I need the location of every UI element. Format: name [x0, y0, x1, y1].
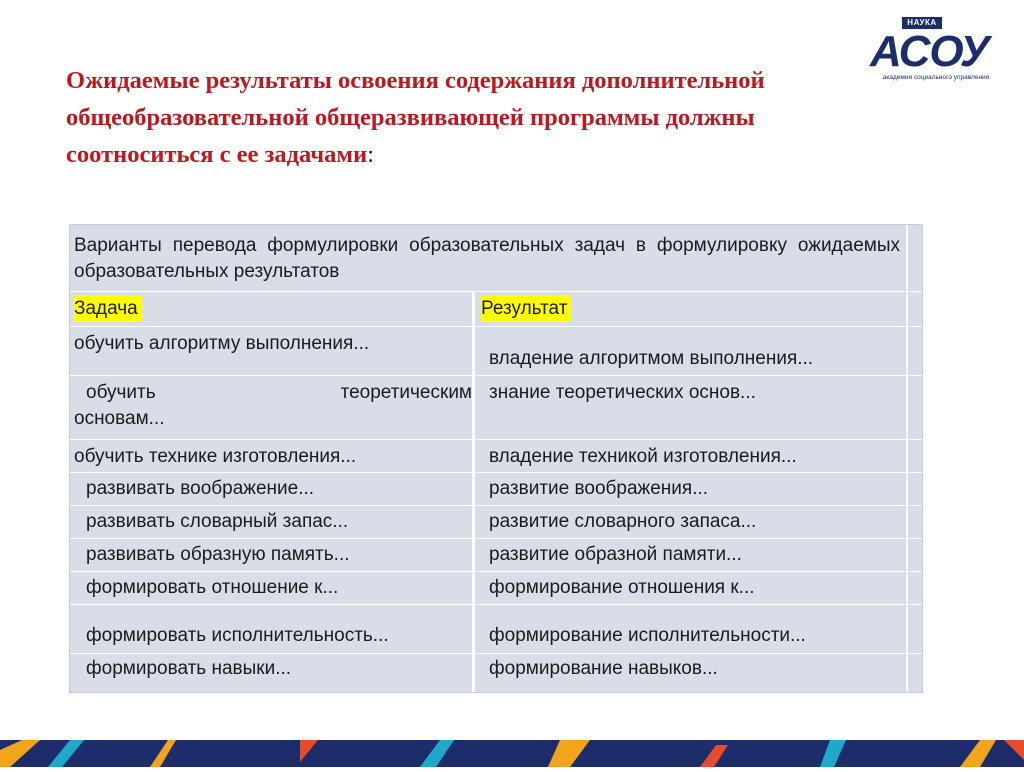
task-word: обучить	[86, 382, 156, 403]
table-header: Варианты перевода формулировки образовательных задач в формулировку ожидаемых образовательных результатов	[70, 225, 908, 291]
column-heading-task	[70, 292, 475, 326]
task-cell: развивать образную память...	[70, 539, 475, 571]
slide-title-text: Ожидаемые результаты освоения содержания дополнительной общеобразовательной общеразвивающей программы должны соотноситься с ее задачами	[66, 67, 765, 168]
result-cell: владение техникой изготовления...	[475, 440, 908, 472]
table-row	[70, 473, 922, 506]
result-cell: формирование отношения к...	[475, 572, 908, 604]
table-row	[70, 572, 922, 605]
table-edge-cell	[908, 225, 920, 291]
table-edge-cell	[908, 605, 920, 653]
task-cell-line	[86, 380, 472, 406]
table-edge-cell	[908, 327, 920, 375]
footer-decor-strip	[0, 740, 1024, 767]
table-row	[70, 605, 922, 654]
task-cell: обучить алгоритму выполнения...	[70, 327, 475, 375]
task-cell	[70, 376, 475, 439]
table-edge-cell	[908, 473, 920, 505]
table-row	[70, 506, 922, 539]
table-header-row	[70, 225, 922, 292]
table-edge-cell	[908, 376, 920, 439]
table-edge-cell	[908, 440, 920, 472]
task-cell-line: основам...	[74, 408, 165, 429]
table-edge-cell	[908, 654, 920, 692]
result-cell: формирование исполнительности...	[475, 605, 908, 653]
result-cell: развитие воображения...	[475, 473, 908, 505]
task-cell: развивать воображение...	[70, 473, 475, 505]
task-cell: формировать навыки...	[70, 654, 475, 692]
task-cell: развивать словарный запас...	[70, 506, 475, 538]
logo-badge: НАУКА	[902, 17, 942, 29]
result-cell: знание теоретических основ...	[475, 376, 908, 439]
table-edge-cell	[908, 292, 920, 326]
task-word: теоретическим	[340, 382, 472, 403]
slide-title-colon: :	[367, 141, 375, 168]
logo-subtitle: академия социального управления	[882, 74, 990, 81]
result-cell: владение алгоритмом выполнения...	[475, 327, 908, 375]
slide-title	[66, 62, 866, 173]
result-cell: развитие словарного запаса...	[475, 506, 908, 538]
result-cell: развитие образной памяти...	[475, 539, 908, 571]
table-edge-cell	[908, 506, 920, 538]
table-row	[70, 440, 922, 473]
footer-pattern	[0, 740, 1024, 767]
column-headings-row	[70, 292, 922, 327]
table-row	[70, 539, 922, 572]
task-heading-label: Задача	[74, 296, 142, 322]
task-cell: формировать исполнительность...	[70, 605, 475, 653]
table-edge-cell	[908, 539, 920, 571]
tasks-results-table	[69, 224, 923, 693]
asou-logo	[862, 14, 1002, 94]
result-cell: формирование навыков...	[475, 654, 908, 692]
table-row	[70, 327, 922, 376]
table-row	[70, 376, 922, 440]
result-heading-label: Результат	[481, 296, 571, 322]
column-heading-result	[475, 292, 908, 326]
logo-mark: АСОУ	[870, 27, 989, 76]
table-edge-cell	[908, 572, 920, 604]
task-cell: обучить технике изготовления...	[70, 440, 475, 472]
task-cell: формировать отношение к...	[70, 572, 475, 604]
table-row	[70, 654, 922, 692]
